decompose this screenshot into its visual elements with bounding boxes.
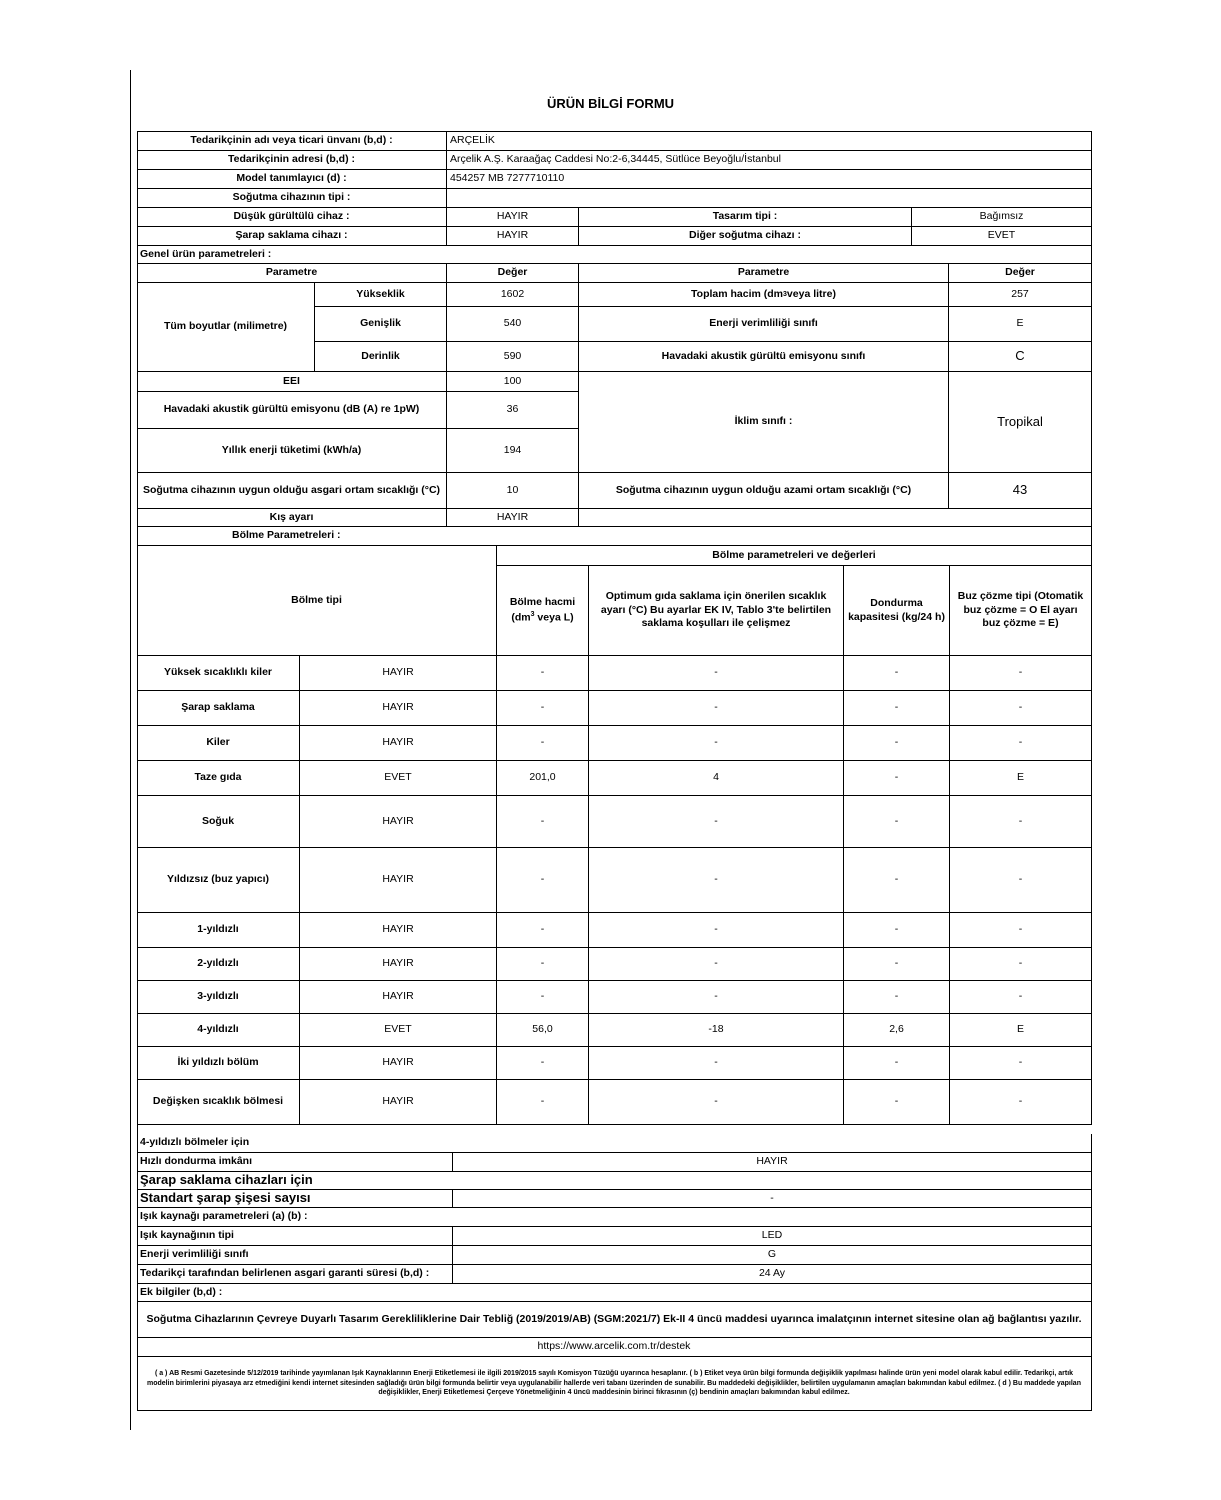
compartment-type-header: Bölme tipi xyxy=(137,546,497,656)
climate-label: İklim sınıfı : xyxy=(579,372,949,473)
compartment-defrost-cell: - xyxy=(950,981,1092,1014)
compartment-temp-cell: - xyxy=(589,796,844,848)
compartment-name-cell: Yüksek sıcaklıklı kiler xyxy=(137,656,300,691)
design-type-label: Tasarım tipi : xyxy=(579,208,912,227)
noise-value: 36 xyxy=(447,392,579,429)
compartment-present-cell: HAYIR xyxy=(300,691,497,726)
compartment-present-cell: HAYIR xyxy=(300,1047,497,1080)
compartment-defrost-cell: - xyxy=(950,1047,1092,1080)
compartment-volume-cell: - xyxy=(497,1080,589,1125)
winter-value: HAYIR xyxy=(447,509,579,527)
device-type-label: Soğutma cihazının tipi : xyxy=(137,189,447,208)
compartment-volume-cell: - xyxy=(497,948,589,981)
total-volume-label xyxy=(579,283,949,307)
value-header-left: Değer xyxy=(447,264,579,283)
compartment-group-header: Bölme parametreleri ve değerleri xyxy=(497,546,1092,566)
param-header-right: Parametre xyxy=(579,264,949,283)
freeze-header: Dondurma kapasitesi (kg/24 h) xyxy=(844,566,950,656)
wine-section-label: Şarap saklama cihazları için xyxy=(137,1172,1092,1190)
compartment-defrost-cell: - xyxy=(950,796,1092,848)
compartment-volume-cell: - xyxy=(497,981,589,1014)
energy-class-value: E xyxy=(949,307,1092,342)
compartment-volume-cell: - xyxy=(497,913,589,948)
width-value: 540 xyxy=(447,307,579,342)
extra-text: Soğutma Cihazlarının Çevreye Duyarlı Tasarım Gerekliliklerine Dair Tebliğ (2019/2019/AB) (SGM:2021/7) Ek-II 4 üncü maddesi uyarınca imalatçının internet sitesine olan ağ bağlantısı yazılır. xyxy=(137,1302,1092,1338)
min-temp-value: 10 xyxy=(447,473,579,509)
compartment-defrost-cell: - xyxy=(950,656,1092,691)
light-section-label: Işık kaynağı parametreleri (a) (b) : xyxy=(137,1208,1092,1227)
compartment-volume-cell: 56,0 xyxy=(497,1014,589,1047)
compartment-temp-cell: - xyxy=(589,913,844,948)
light-class-value: G xyxy=(453,1246,1092,1265)
fast-freeze-value: HAYIR xyxy=(453,1153,1092,1172)
light-class-label: Enerji verimliliği sınıfı xyxy=(137,1246,453,1265)
compartment-defrost-cell: - xyxy=(950,848,1092,913)
annual-energy-value: 194 xyxy=(447,429,579,473)
compartment-freeze-cell: - xyxy=(844,1047,950,1080)
compartment-freeze-cell: 2,6 xyxy=(844,1014,950,1047)
compartment-volume-cell: - xyxy=(497,726,589,761)
compartments-section-label: Bölme Parametreleri : xyxy=(137,527,1092,546)
compartment-present-cell: EVET xyxy=(300,761,497,796)
energy-class-label: Enerji verimliliği sınıfı xyxy=(579,307,949,342)
compartment-volume-cell: - xyxy=(497,1047,589,1080)
compartment-volume-cell: - xyxy=(497,848,589,913)
compartment-defrost-cell: - xyxy=(950,948,1092,981)
compartment-temp-cell: 4 xyxy=(589,761,844,796)
compartment-defrost-cell: - xyxy=(950,913,1092,948)
wine-bottles-value: - xyxy=(453,1190,1092,1208)
value-header-right: Değer xyxy=(949,264,1092,283)
other-device-label: Diğer soğutma cihazı : xyxy=(579,227,912,246)
compartment-name-cell: 4-yıldızlı xyxy=(137,1014,300,1047)
noise-class-label: Havadaki akustik gürültü emisyonu sınıfı xyxy=(579,342,949,372)
height-label: Yükseklik xyxy=(315,283,447,307)
compartment-name-cell: Soğuk xyxy=(137,796,300,848)
supplier-name-label: Tedarikçinin adı veya ticari ünvanı (b,d) : xyxy=(137,132,447,151)
compartment-freeze-cell: - xyxy=(844,948,950,981)
temp-header: Optimum gıda saklama için önerilen sıcaklık ayarı (°C) Bu ayarlar EK IV, Tablo 3'te belirtilen saklama koşulları ile çelişmez xyxy=(589,566,844,656)
compartment-freeze-cell: - xyxy=(844,691,950,726)
max-temp-label: Soğutma cihazının uygun olduğu azami ortam sıcaklığı (°C) xyxy=(579,473,949,509)
compartment-volume-cell: - xyxy=(497,796,589,848)
compartment-freeze-cell: - xyxy=(844,796,950,848)
min-temp-label: Soğutma cihazının uygun olduğu asgari ortam sıcaklığı (°C) xyxy=(137,473,447,509)
winter-blank xyxy=(579,509,1092,527)
compartment-freeze-cell: - xyxy=(844,913,950,948)
compartment-present-cell: HAYIR xyxy=(300,656,497,691)
general-section-label: Genel ürün parametreleri : xyxy=(137,246,1092,264)
compartment-temp-cell: - xyxy=(589,726,844,761)
compartment-defrost-cell: - xyxy=(950,691,1092,726)
light-type-label: Işık kaynağının tipi xyxy=(137,1227,453,1246)
low-noise-label: Düşük gürültülü cihaz : xyxy=(137,208,447,227)
noise-label: Havadaki akustik gürültü emisyonu (dB (A) re 1pW) xyxy=(137,392,447,429)
depth-label: Derinlik xyxy=(315,342,447,372)
model-label: Model tanımlayıcı (d) : xyxy=(137,170,447,189)
compartment-defrost-cell: E xyxy=(950,1014,1092,1047)
compartment-name-cell: Değişken sıcaklık bölmesi xyxy=(137,1080,300,1125)
compartment-freeze-cell: - xyxy=(844,1080,950,1125)
compartment-present-cell: HAYIR xyxy=(300,796,497,848)
form-title: ÜRÜN BİLGİ FORMU xyxy=(546,96,675,111)
compartment-temp-cell: - xyxy=(589,848,844,913)
low-noise-value: HAYIR xyxy=(447,208,579,227)
compartment-name-cell: 3-yıldızlı xyxy=(137,981,300,1014)
compartment-present-cell: HAYIR xyxy=(300,848,497,913)
eei-label: EEI xyxy=(137,372,447,392)
extra-url: https://www.arcelik.com.tr/destek xyxy=(137,1338,1092,1357)
page-margin-line xyxy=(130,70,131,1430)
compartment-freeze-cell: - xyxy=(844,726,950,761)
extra-section-label: Ek bilgiler (b,d) : xyxy=(137,1284,1092,1302)
compartment-name-cell: 2-yıldızlı xyxy=(137,948,300,981)
fast-freeze-label: Hızlı dondurma imkânı xyxy=(137,1153,453,1172)
defrost-header: Buz çözme tipi (Otomatik buz çözme = O El ayarı buz çözme = E) xyxy=(950,566,1092,656)
footnote: ( a ) AB Resmi Gazetesinde 5/12/2019 tarihinde yayımlanan Işık Kaynaklarının Enerji Etiketlemesi ile ilgili 2019/2015 sayılı Komisyon Tüzüğü uyarınca hesaplanır. ( b ) Etiket veya ürün bilgi formunda değişiklik yapılması halinde ürün yeni model olarak kabul edilir. Tedarikçi, artık modelin birimlerini piyasaya arz etmediğini kendi internet sitesinden sağladığı ürün bilgi formunda belirtir veya uygulanabilir hallerde veri tabanı üzerinden de sunabilir. Bu maddedeki değişiklikler, belirtilen uygulamanın amaçları bakımından kabul edilmez. ( d ) Bu maddede yapılan değişiklikler, Enerji Etiketlemesi Çerçeve Yönetmeliğinin 4 üncü maddesinin birinci fıkrasının (ç) bendinin amaçları bakımından kabul edilmez. xyxy=(137,1357,1092,1411)
compartment-present-cell: HAYIR xyxy=(300,913,497,948)
compartment-defrost-cell: - xyxy=(950,1080,1092,1125)
wine-bottles-label: Standart şarap şişesi sayısı xyxy=(137,1190,453,1208)
wine-device-value: HAYIR xyxy=(447,227,579,246)
compartment-temp-cell: - xyxy=(589,656,844,691)
volume-header-sup: 3 xyxy=(530,610,535,618)
compartment-freeze-cell: - xyxy=(844,981,950,1014)
compartment-name-cell: 1-yıldızlı xyxy=(137,913,300,948)
four-star-section-label: 4-yıldızlı bölmeler için xyxy=(137,1134,1092,1153)
supplier-name-value: ARÇELİK xyxy=(447,132,1092,151)
noise-class-value: C xyxy=(949,342,1092,372)
compartment-freeze-cell: - xyxy=(844,656,950,691)
volume-header xyxy=(497,566,589,656)
compartment-freeze-cell: - xyxy=(844,761,950,796)
total-volume-sup: 3 xyxy=(783,290,787,298)
compartment-temp-cell: -18 xyxy=(589,1014,844,1047)
climate-value: Tropikal xyxy=(949,372,1092,473)
depth-value: 590 xyxy=(447,342,579,372)
compartment-present-cell: HAYIR xyxy=(300,981,497,1014)
supplier-address-value: Arçelik A.Ş. Karaağaç Caddesi No:2-6,34445, Sütlüce Beyoğlu/İstanbul xyxy=(447,151,1092,170)
warranty-value: 24 Ay xyxy=(453,1265,1092,1284)
compartment-present-cell: HAYIR xyxy=(300,726,497,761)
height-value: 1602 xyxy=(447,283,579,307)
compartment-name-cell: Şarap saklama xyxy=(137,691,300,726)
eei-value: 100 xyxy=(447,372,579,392)
compartment-defrost-cell: - xyxy=(950,726,1092,761)
volume-header-end: veya L) xyxy=(534,611,574,624)
model-value: 454257 MB 7277710110 xyxy=(447,170,1092,189)
compartment-present-cell: EVET xyxy=(300,1014,497,1047)
total-volume-label-text: Toplam hacim (dm xyxy=(691,287,784,300)
width-label: Genişlik xyxy=(315,307,447,342)
compartment-temp-cell: - xyxy=(589,948,844,981)
compartment-temp-cell: - xyxy=(589,981,844,1014)
compartment-name-cell: İki yıldızlı bölüm xyxy=(137,1047,300,1080)
dimensions-label: Tüm boyutlar (milimetre) xyxy=(137,283,315,372)
light-type-value: LED xyxy=(453,1227,1092,1246)
compartment-present-cell: HAYIR xyxy=(300,948,497,981)
max-temp-value: 43 xyxy=(949,473,1092,509)
compartment-temp-cell: - xyxy=(589,1047,844,1080)
total-volume-label-end: veya litre) xyxy=(786,287,836,300)
compartment-defrost-cell: E xyxy=(950,761,1092,796)
param-header-left: Parametre xyxy=(137,264,447,283)
compartment-present-cell: HAYIR xyxy=(300,1080,497,1125)
compartment-freeze-cell: - xyxy=(844,848,950,913)
winter-label: Kış ayarı xyxy=(137,509,447,527)
compartment-name-cell: Yıldızsız (buz yapıcı) xyxy=(137,848,300,913)
compartment-temp-cell: - xyxy=(589,1080,844,1125)
volume-header-text: Bölme hacmi (dm xyxy=(509,596,576,624)
compartment-volume-cell: 201,0 xyxy=(497,761,589,796)
compartment-volume-cell: - xyxy=(497,691,589,726)
compartment-name-cell: Kiler xyxy=(137,726,300,761)
compartment-name-cell: Taze gıda xyxy=(137,761,300,796)
device-type-value xyxy=(447,189,1092,208)
compartment-volume-cell: - xyxy=(497,656,589,691)
annual-energy-label: Yıllık enerji tüketimi (kWh/a) xyxy=(137,429,447,473)
compartment-temp-cell: - xyxy=(589,691,844,726)
other-device-value: EVET xyxy=(912,227,1092,246)
design-type-value: Bağımsız xyxy=(912,208,1092,227)
warranty-label: Tedarikçi tarafından belirlenen asgari garanti süresi (b,d) : xyxy=(137,1265,453,1284)
supplier-address-label: Tedarikçinin adresi (b,d) : xyxy=(137,151,447,170)
total-volume-value: 257 xyxy=(949,283,1092,307)
wine-device-label: Şarap saklama cihazı : xyxy=(137,227,447,246)
